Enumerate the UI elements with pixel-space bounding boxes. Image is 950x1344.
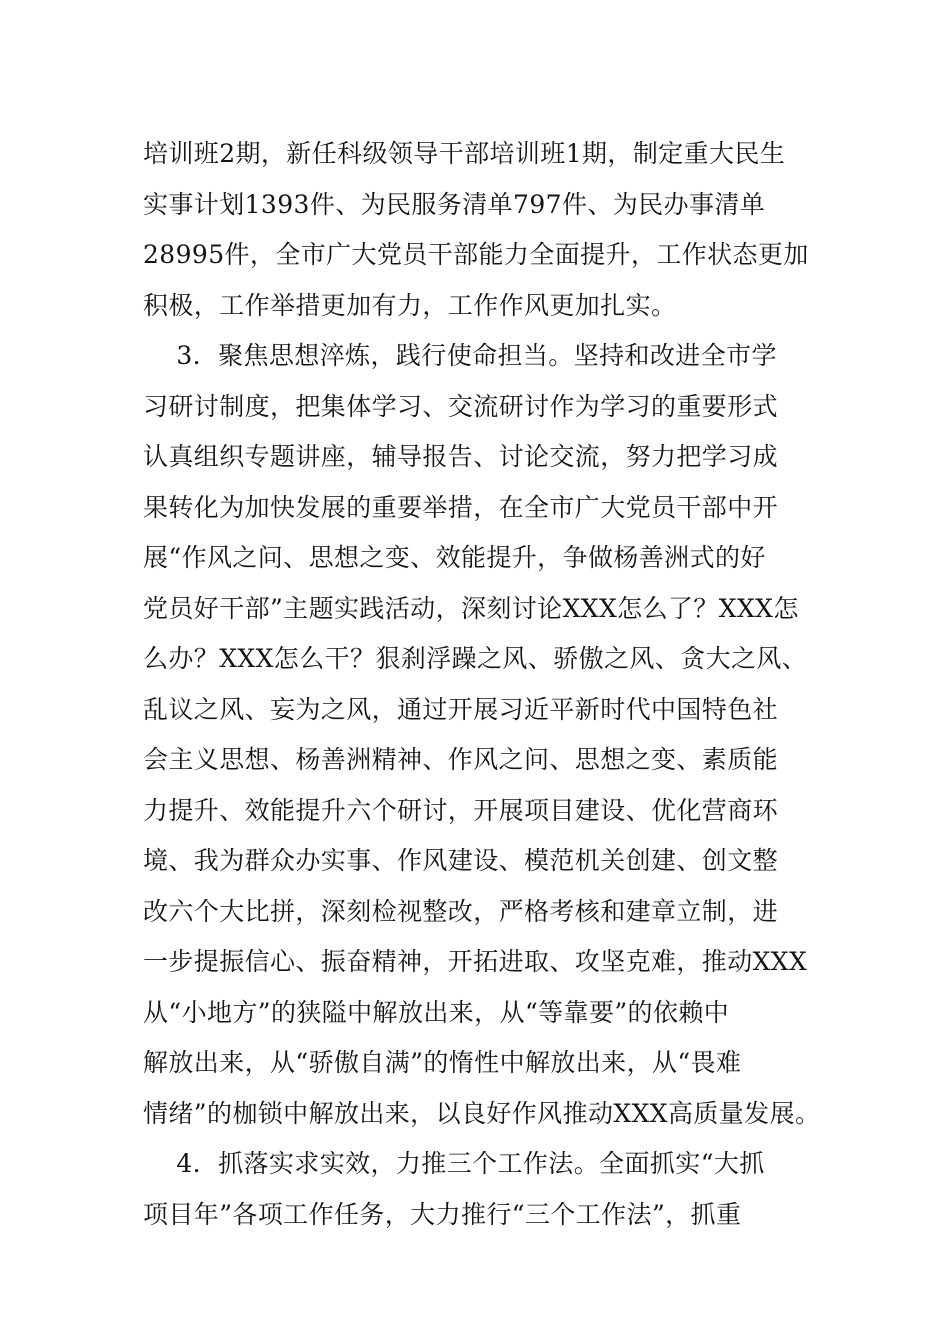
paragraph-3-start: 3．聚焦思想淬炼，践行使命担当。坚持和改进全市学: [143, 341, 777, 370]
text-line: 解放出来，从“骄傲自满”的惰性中解放出来，从“畏难: [143, 1048, 742, 1077]
text-line: 培训班2期，新任科级领导干部培训班1期，制定重大民生: [143, 139, 786, 168]
text-line: 实事计划1393件、为民服务清单797件、为民办事清单: [143, 189, 766, 219]
paragraph-4-start: 4．抓落实求实效，力推三个工作法。全面抓实“大抓: [143, 1149, 765, 1178]
text-line: 么办？XXX怎么干？狠刹浮躁之风、骄傲之风、贪大之风、: [143, 644, 808, 673]
text-line: 28995件，全市广大党员干部能力全面提升，工作状态更加: [143, 240, 809, 269]
text-line: 展“作风之问、思想之变、效能提升，争做杨善洲式的好: [143, 543, 766, 572]
text-line: 一步提振信心、振奋精神，开拓进取、攻坚克难，推动XXX: [143, 947, 808, 976]
text-line: 从“小地方”的狭隘中解放出来，从“等靠要”的依赖中: [143, 997, 730, 1027]
text-line: 认真组织专题讲座，辅导报告、讨论交流，努力把学习成: [143, 442, 779, 471]
text-line: 项目年”各项工作任务，大力推行“三个工作法”，抓重: [143, 1199, 742, 1229]
text-line: 境、我为群众办实事、作风建设、模范机关创建、创文整: [143, 846, 779, 875]
text-line: 党员好干部”主题实践活动，深刻讨论XXX怎么了？XXX怎: [143, 593, 799, 623]
text-line: 乱议之风、妄为之风，通过开展习近平新时代中国特色社: [143, 694, 779, 724]
text-line: 改六个大比拼，深刻检视整改，严格考核和建章立制，进: [143, 896, 779, 926]
body-text: [143, 129, 823, 1240]
text-line: 会主义思想、杨善洲精神、作风之问、思想之变、素质能: [143, 745, 779, 774]
text-line: 积极，工作举措更加有力，工作作风更加扎实。: [143, 290, 677, 320]
text-line: 力提升、效能提升六个研讨，开展项目建设、优化营商环: [143, 795, 779, 825]
text-line: 习研讨制度，把集体学习、交流研讨作为学习的重要形式: [143, 391, 779, 421]
text-line: 情绪”的枷锁中解放出来，以良好作风推动XXX高质量发展。: [143, 1098, 821, 1128]
text-line: 果转化为加快发展的重要举措，在全市广大党员干部中开: [143, 492, 779, 522]
